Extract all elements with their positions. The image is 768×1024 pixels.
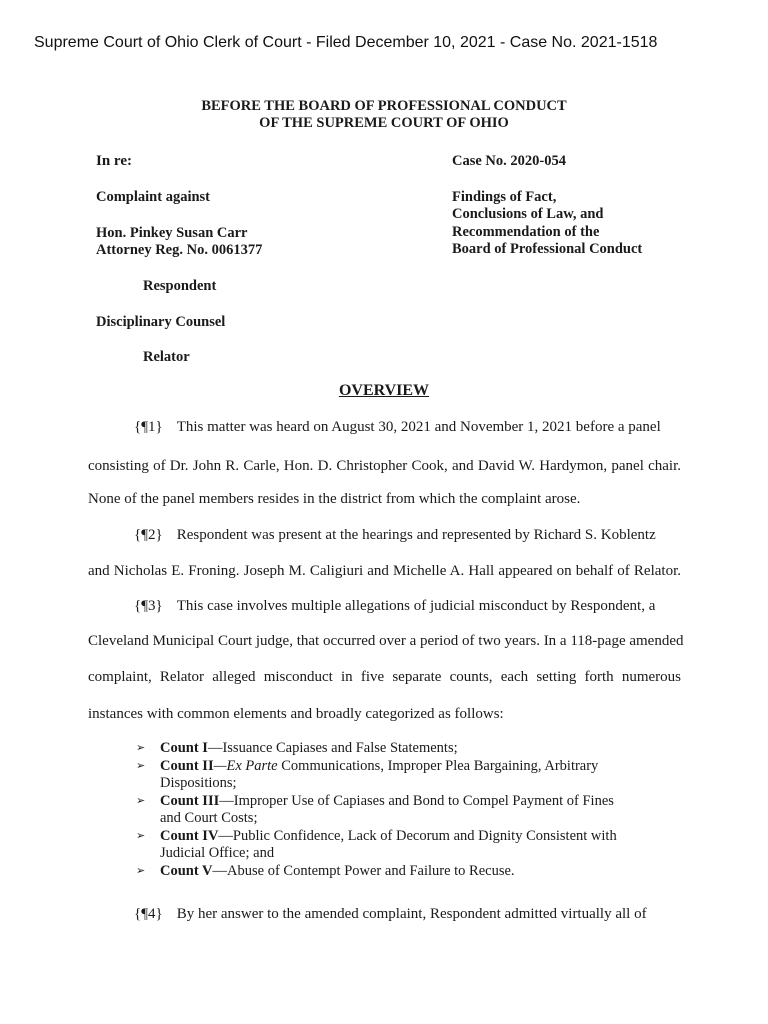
document-title-line3: Recommendation of the [452,224,600,240]
respondent-name: Hon. Pinkey Susan Carr [96,225,248,241]
document-title-line4: Board of Professional Conduct [452,241,643,257]
paragraph-3-line-4: instances with common elements and broadly categorized as follows: [88,706,504,722]
paragraph-3-line-3: complaint, Relator alleged misconduct in five separate counts, each setting forth numerous [88,669,681,685]
board-heading-line1: BEFORE THE BOARD OF PROFESSIONAL CONDUCT [201,98,567,114]
board-heading-line2: OF THE SUPREME COURT OF OHIO [259,115,509,131]
respondent-registration: Attorney Reg. No. 0061377 [96,242,263,258]
paragraph-number: {¶4} [134,906,163,922]
list-item: ➢ Count II—Ex Parte Communications, Improper Plea Bargaining, Arbitrary Dispositions; [136,758,599,791]
arrow-bullet-icon: ➢ [136,865,146,877]
paragraph-text: Respondent was present at the hearings and represented by Richard S. Koblentz [176,527,656,543]
document-title-line2: Conclusions of Law, and [452,206,604,222]
list-item: ➢ Count I—Issuance Capiases and False Statements; [136,740,458,756]
paragraph-3-first-line [134,598,681,615]
paragraph-3-line-2: Cleveland Municipal Court judge, that occurred over a period of two years. In a 118-page amended [88,633,684,649]
paragraph-number: {¶1} [134,419,163,435]
arrow-bullet-icon: ➢ [136,742,146,754]
relator-label: Relator [143,349,190,365]
paragraph-1-line-3: None of the panel members resides in the district from which the complaint arose. [88,491,581,507]
document-title-line1: Findings of Fact, [452,189,557,205]
paragraph-text: By her answer to the amended complaint, Respondent admitted virtually all of [176,906,647,922]
relator-name: Disciplinary Counsel [96,314,226,330]
section-title-overview: OVERVIEW [338,382,430,399]
case-number: Case No. 2020-054 [452,153,566,169]
list-item: ➢ Count V—Abuse of Contempt Power and Failure to Recuse. [136,863,515,879]
paragraph-2-first-line [134,527,681,544]
in-re-label: In re: [96,153,132,169]
paragraph-text: This case involves multiple allegations of judicial misconduct by Respondent, a [176,598,656,614]
paragraph-4-first-line [134,906,681,923]
filing-stamp: Supreme Court of Ohio Clerk of Court - Filed December 10, 2021 - Case No. 2021-1518 [34,34,658,51]
paragraph-1-line-2: consisting of Dr. John R. Carle, Hon. D. Christopher Cook, and David W. Hardymon, panel chair. [88,458,681,474]
paragraph-text: This matter was heard on August 30, 2021 and November 1, 2021 before a panel [176,419,661,435]
paragraph-2-line-2: and Nicholas E. Froning. Joseph M. Caligiuri and Michelle A. Hall appeared on behalf of Relator. [88,563,681,579]
complaint-against-label: Complaint against [96,189,211,205]
arrow-bullet-icon: ➢ [136,760,146,772]
list-item: ➢ Count IV—Public Confidence, Lack of Decorum and Dignity Consistent with Judicial Office; and [136,828,617,861]
counts-list [136,740,656,881]
arrow-bullet-icon: ➢ [136,795,146,807]
list-item: ➢ Count III—Improper Use of Capiases and Bond to Compel Payment of Fines and Court Costs; [136,793,614,826]
paragraph-number: {¶3} [134,598,163,614]
paragraph-number: {¶2} [134,527,163,543]
arrow-bullet-icon: ➢ [136,830,146,842]
respondent-label: Respondent [143,278,217,294]
paragraph-1-first-line [134,419,681,436]
